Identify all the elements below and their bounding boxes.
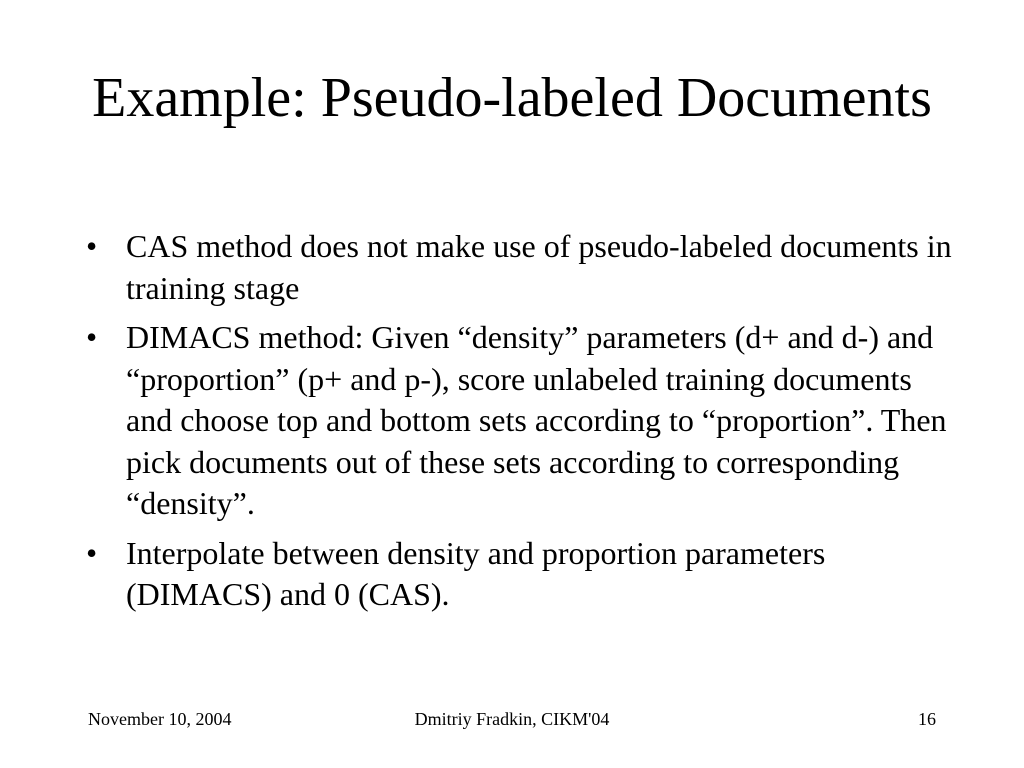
slide-title: Example: Pseudo-labeled Documents (92, 67, 932, 129)
bullet-text: DIMACS method: Given “density” parameters (d+ and d-) and “proportion” (p+ and p-), score unlabeled training documents and choose top and bottom sets according to “proportion”. Then pick documents out of these sets according to corresponding “density”. (126, 319, 947, 521)
bullet-item (86, 533, 956, 616)
bullet-marker: • (86, 228, 98, 264)
bullet-list (86, 226, 956, 624)
bullet-item (86, 317, 956, 525)
footer-date: November 10, 2004 (88, 709, 232, 729)
bullet-item (86, 226, 956, 309)
footer-author: Dmitriy Fradkin, CIKM'04 (414, 709, 610, 729)
bullet-marker: • (86, 319, 98, 355)
bullet-text: CAS method does not make use of pseudo-labeled documents in training stage (126, 228, 952, 306)
footer-page-number: 16 (918, 709, 936, 729)
bullet-marker: • (86, 534, 98, 571)
bullet-text: Interpolate between density and proportion parameters (DIMACS) and 0 (CAS). (126, 534, 826, 612)
